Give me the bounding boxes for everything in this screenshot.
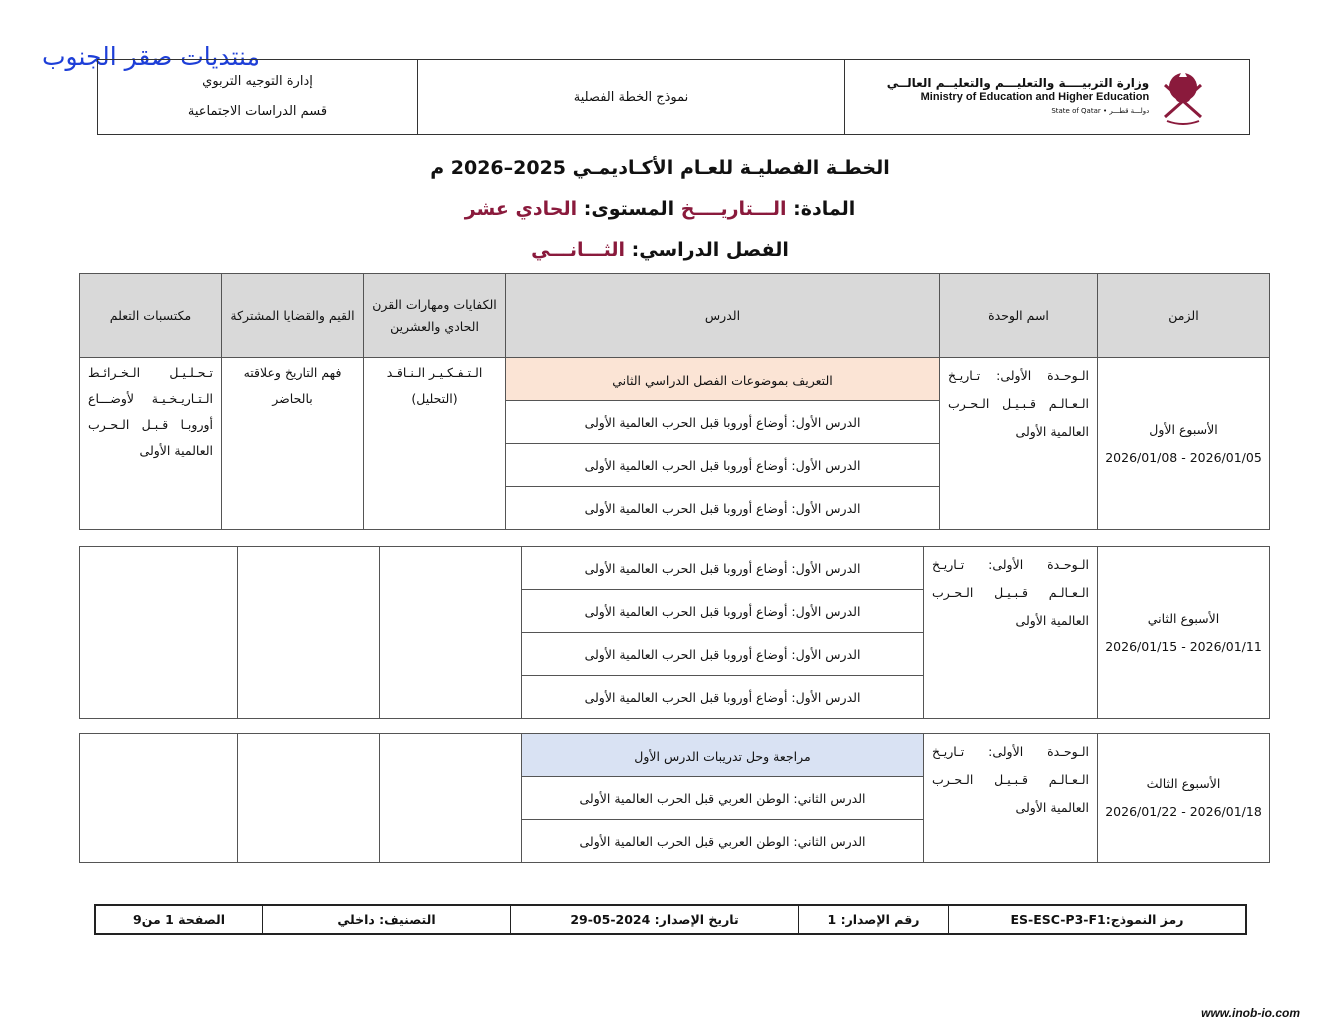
lesson-text: مراجعة وحل تدريبات الدرس الأول [634, 748, 811, 764]
values-cell [238, 734, 380, 863]
form-title: نموذج الخطة الفصلية [573, 89, 689, 105]
section-name: قسم الدراسات الاجتماعية [187, 104, 328, 119]
lesson-text: التعريف بموضوعات الفصل الدراسي الثاني [612, 372, 833, 388]
qatar-emblem-icon [1159, 65, 1207, 129]
col-lesson: الدرس [506, 274, 940, 358]
classification: التصنيف: داخلي [262, 906, 510, 933]
table-row [80, 734, 1270, 777]
outcomes-cell: تـحـلـيـل الـخـرائـط الـتـاريـخـيـة لأوضـــاع أوروبـا قـبـل الـحـرب العالمية الأولى [80, 358, 222, 530]
ministry-logo-cell [845, 60, 1249, 134]
state-name: State of Qatar • دولـــة قطـــر [1051, 107, 1150, 115]
week-1-table [79, 273, 1270, 530]
week-range: 2026/01/18 - 2026/01/22 [1105, 804, 1262, 819]
lesson-cell [522, 734, 924, 777]
lesson-cell: الدرس الأول: أوضاع أوروبا قبل الحرب العالمية الأولى [506, 487, 940, 530]
term-value: الثـــانـــي [531, 239, 626, 261]
subject-value: الـــتاريــــخ [680, 198, 787, 220]
term-line [0, 239, 1320, 261]
col-unit: اسم الوحدة [940, 274, 1098, 358]
lesson-cell: الدرس الأول: أوضاع أوروبا قبل الحرب العالمية الأولى [522, 633, 924, 676]
watermark-text: منتديات صقر الجنوب [42, 42, 260, 71]
lesson-cell: الدرس الأول: أوضاع أوروبا قبل الحرب العالمية الأولى [506, 401, 940, 444]
week-name: الأسبوع الأول [1149, 421, 1218, 437]
department-cell [98, 60, 418, 134]
values-cell: فهم التاريخ وعلاقته بالحاضر [222, 358, 364, 530]
page-number: الصفحة 1 من9 [133, 912, 225, 927]
outcomes-cell [80, 547, 238, 719]
table-row [80, 547, 1270, 590]
week-range: 2026/01/05 - 2026/01/08 [1105, 449, 1262, 465]
lesson-cell: الدرس الأول: أوضاع أوروبا قبل الحرب العالمية الأولى [506, 444, 940, 487]
table-header-row [80, 274, 1270, 358]
week-name: الأسبوع الثاني [1147, 610, 1220, 626]
level-value: الحادي عشر [464, 198, 578, 220]
ministry-name-en: Ministry of Education and Higher Education [920, 91, 1150, 103]
lesson-cell: الدرس الثاني: الوطن العربي قبل الحرب العالمية الأولى [522, 820, 924, 863]
term-label: الفصل الدراسي: [631, 239, 789, 261]
level-label: المستوى: [583, 198, 675, 220]
lesson-cell [506, 358, 940, 401]
col-values: القيم والقضايا المشتركة [222, 274, 364, 358]
lesson-cell: الدرس الثاني: الوطن العربي قبل الحرب العالمية الأولى [522, 777, 924, 820]
form-title-cell [418, 60, 845, 134]
competencies-cell: الـتـفـكـيـر الـنـاقـد (التحليل) [364, 358, 506, 530]
col-time: الزمن [1098, 274, 1270, 358]
week-range: 2026/01/11 - 2026/01/15 [1105, 638, 1262, 654]
document-footer [94, 904, 1247, 935]
plan-title: الخطـة الفصليـة للعـام الأكـاديمـي 2025–2026 م [430, 157, 890, 179]
form-code: رمز النموذج:ES-ESC-P3-F1 [948, 906, 1245, 933]
col-competencies: الكفايات ومهارات القرن الحادي والعشرين [364, 274, 506, 358]
department-name: إدارة التوجيه التربوي [202, 74, 313, 89]
issue-number: رقم الإصدار: 1 [798, 906, 948, 933]
week-cell [1098, 734, 1270, 863]
issue-date: تاريخ الإصدار: 2024-05-29 [510, 906, 798, 933]
competencies-cell [380, 734, 522, 863]
values-cell [238, 547, 380, 719]
lesson-cell: الدرس الأول: أوضاع أوروبا قبل الحرب العالمية الأولى [522, 676, 924, 719]
week-2-table [79, 546, 1270, 719]
competencies-cell [380, 547, 522, 719]
week-cell [1098, 358, 1270, 530]
unit-cell: الـوحـدة الأولى: تـاريـخ الـعـالـم قـبـيـل الـحـرب العالمية الأولى [924, 547, 1098, 719]
unit-cell: الـوحـدة الأولى: تـاريـخ الـعـالـم قـبـيـل الـحـرب العالمية الأولى [924, 734, 1098, 863]
unit-cell: الـوحـدة الأولى: تـاريـخ الـعـالـم قـبـيـل الـحـرب العالمية الأولى [940, 358, 1098, 530]
document-header [97, 59, 1250, 135]
table-row [80, 358, 1270, 401]
subject-level-line [0, 198, 1320, 220]
week-3-table [79, 733, 1270, 863]
subject-label: المادة: [793, 198, 856, 220]
ministry-name-ar: وزارة التربيــــة والتعليـــم والتعليــم العالــي [886, 76, 1150, 90]
ministry-logo-text [887, 76, 1149, 118]
week-name: الأسبوع الثالث [1146, 776, 1221, 791]
lesson-cell: الدرس الأول: أوضاع أوروبا قبل الحرب العالمية الأولى [522, 590, 924, 633]
week-cell [1098, 547, 1270, 719]
lesson-cell: الدرس الأول: أوضاع أوروبا قبل الحرب العالمية الأولى [522, 547, 924, 590]
outcomes-cell [80, 734, 238, 863]
site-url: www.inob-io.com [1201, 1006, 1300, 1020]
col-outcomes: مكتسبات التعلم [80, 274, 222, 358]
